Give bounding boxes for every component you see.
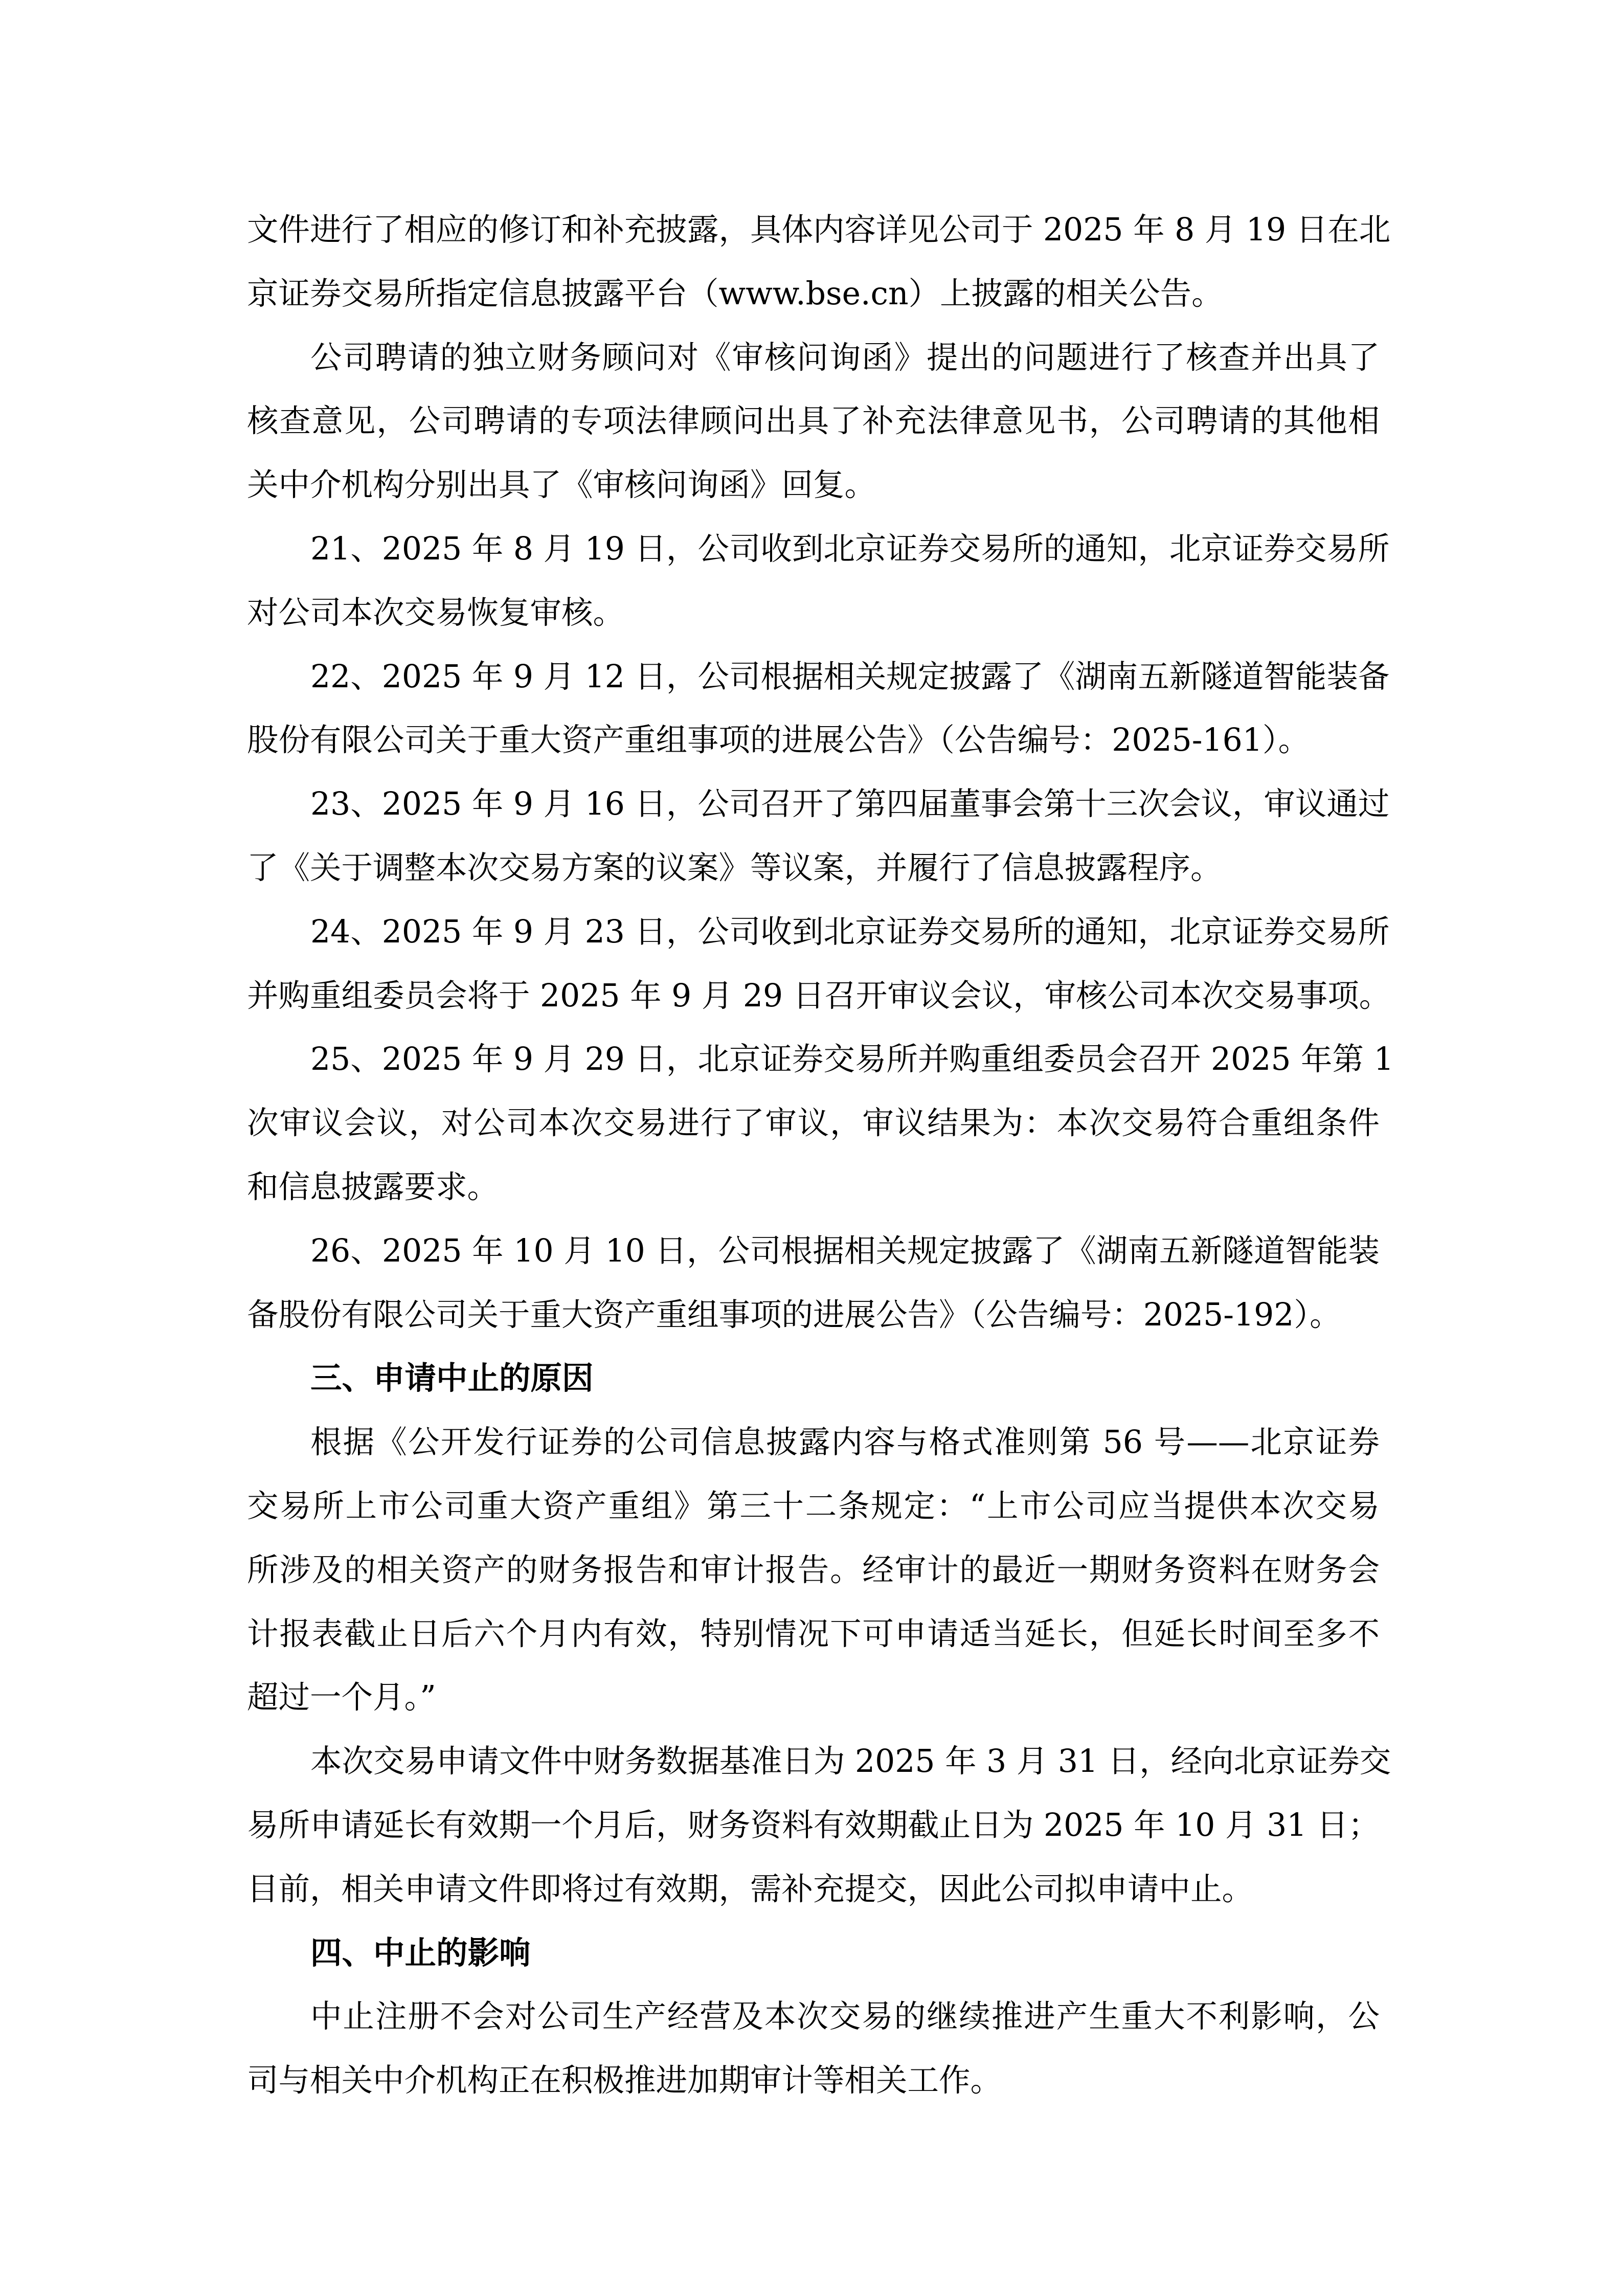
text-line: 中止注册不会对公司生产经营及本次交易的继续推进产生重大不利影响，公 [310,1998,1380,2035]
text-line: 26、2025 年 10 月 10 日，公司根据相关规定披露了《湖南五新隧道智能装 [310,1232,1380,1269]
text-line: 25、2025 年 9 月 29 日，北京证券交易所并购重组委员会召开 2025 年第 1 [310,1041,1394,1078]
text-line: 司与相关中介机构正在积极推进加期审计等相关工作。 [247,2062,1002,2099]
paragraph-item-25 [247,1027,1394,1219]
text-line: 计报表截止日后六个月内有效，特别情况下可申请适当延长，但延长时间至多不 [247,1615,1380,1652]
text-line: 公司聘请的独立财务顾问对《审核问询函》提出的问题进行了核查并出具了 [310,339,1380,376]
text-line: 了《关于调整本次交易方案的议案》等议案，并履行了信息披露程序。 [247,849,1222,886]
text-line: 交易所上市公司重大资产重组》第三十二条规定：“上市公司应当提供本次交易 [247,1487,1380,1524]
text-line: 超过一个月。” [247,1679,436,1716]
text-line: 文件进行了相应的修订和补充披露，具体内容详见公司于 2025 年 8 月 19 日在北 [247,211,1391,248]
text-line: 22、2025 年 9 月 12 日，公司根据相关规定披露了《湖南五新隧道智能装备 [310,658,1390,695]
text-line: 本次交易申请文件中财务数据基准日为 2025 年 3 月 31 日，经向北京证券交 [310,1743,1391,1780]
paragraph-item-21 [247,517,1390,645]
text-line: 目前，相关申请文件即将过有效期，需补充提交，因此公司拟申请中止。 [247,1870,1254,1907]
paragraph-advisors [247,326,1380,517]
text-line: 根据《公开发行证券的公司信息披露内容与格式准则第 56 号——北京证券 [310,1424,1380,1461]
text-line: 所涉及的相关资产的财务报告和审计报告。经审计的最近一期财务资料在财务会 [247,1551,1380,1588]
text-line: 易所申请延长有效期一个月后，财务资料有效期截止日为 2025 年 10 月 31 日； [247,1806,1380,1843]
text-line: 股份有限公司关于重大资产重组事项的进展公告》（公告编号：2025-161）。 [247,722,1310,759]
paragraph-impact [247,1985,1380,2112]
heading-text: 四、中止的影响 [310,1933,531,1971]
text-line: 关中介机构分别出具了《审核问询函》回复。 [247,466,876,504]
paragraph-financial-date [247,1729,1391,1921]
paragraph-item-22 [247,645,1390,773]
text-line: 备股份有限公司关于重大资产重组事项的进展公告》（公告编号：2025-192）。 [247,1296,1341,1333]
text-line: 21、2025 年 8 月 19 日，公司收到北京证券交易所的通知，北京证券交易所 [310,530,1390,567]
text-line: 和信息披露要求。 [247,1168,499,1205]
text-line: 并购重组委员会将于 2025 年 9 月 29 日召开审议会议，审核公司本次交易事项。 [247,977,1391,1014]
document-page [247,198,1394,2112]
text-line: 次审议会议，对公司本次交易进行了审议，审议结果为：本次交易符合重组条件 [247,1105,1380,1142]
section-heading-3 [247,1346,1380,1410]
paragraph-regulation [247,1410,1380,1729]
paragraph-item-26 [247,1219,1380,1347]
paragraph-item-24 [247,900,1391,1028]
text-line: 24、2025 年 9 月 23 日，公司收到北京证券交易所的通知，北京证券交易所 [310,913,1390,950]
section-heading-4 [247,1921,1380,1985]
text-line: 核查意见，公司聘请的专项法律顾问出具了补充法律意见书，公司聘请的其他相 [247,402,1380,440]
paragraph-continuation [247,198,1391,326]
text-line: 23、2025 年 9 月 16 日，公司召开了第四届董事会第十三次会议，审议通过 [310,785,1390,823]
text-line: 对公司本次交易恢复审核。 [247,594,625,631]
heading-text: 三、申请中止的原因 [310,1359,594,1397]
text-line: 京证券交易所指定信息披露平台（www.bse.cn）上披露的相关公告。 [247,275,1223,312]
paragraph-item-23 [247,772,1390,900]
